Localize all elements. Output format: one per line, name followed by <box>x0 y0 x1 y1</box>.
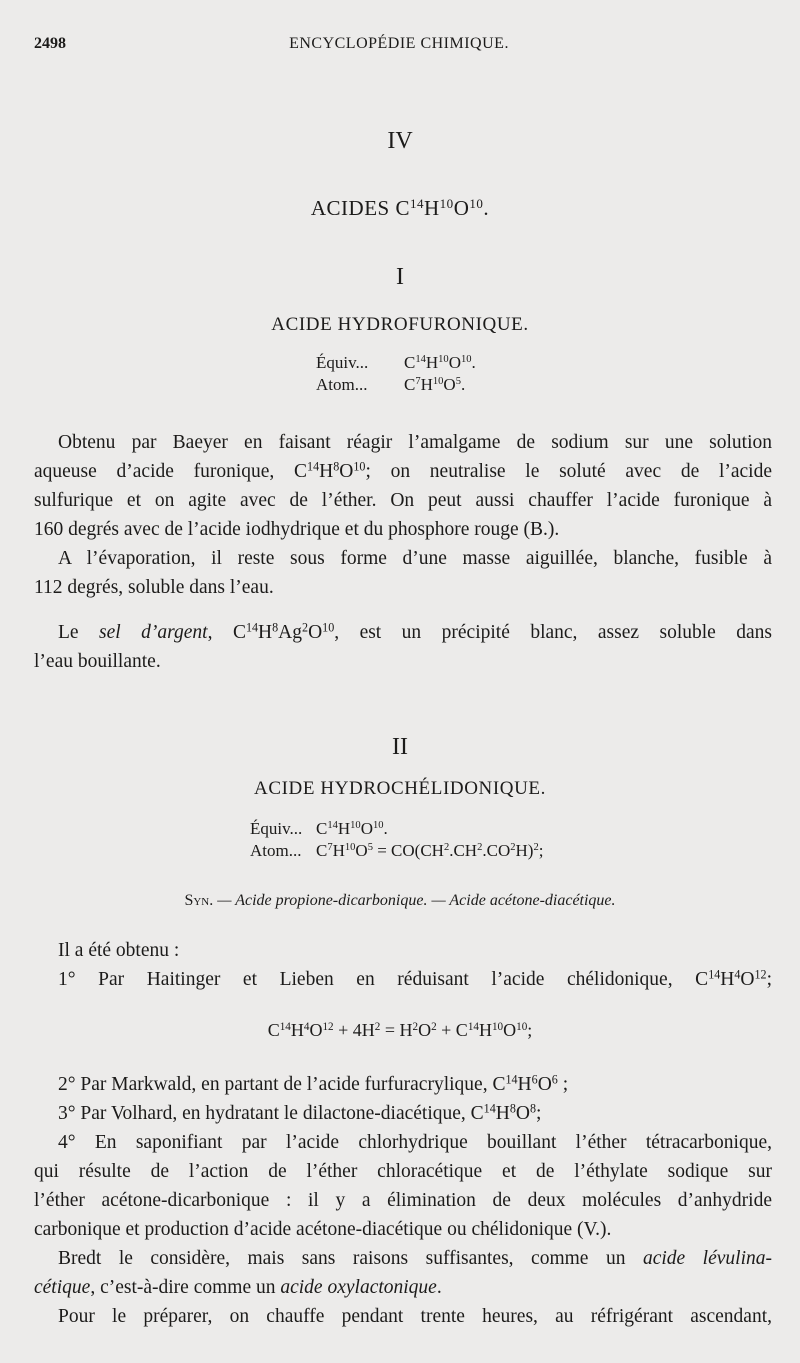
subsection-number-2: II <box>392 734 408 760</box>
paragraph-methods: 2° Par Markwald, en partant de l’acide furfuracrylique, $C^{14}H^6O^6$ ; 3° Par Volhard, en hydratant le dilactone-diacétique, $C^{14}H^8O^8$; 4° En saponifiant par l’acide chlorhydrique bouillant l’éther tétracarbonique, qui résulte de l’action de l’éther chloracétique et de l’éthylate sodique sur l’éther acétone-dicarbonique : il y a élimination de deux molécules d’anhydride carbonique et production d’acide acétone-diacétique ou chélidonique (V.). Bredt le considère, mais sans raisons suffisantes, comme un acide lévulina- cétique, c’est-à-dire comme un acide oxylactonique. Pour le préparer, on chauffe pendant trente heures, au réfrigérant ascendant, <box>34 1072 772 1327</box>
acid-name-hydrochelidonique: ACIDE HYDROCHÉLIDONIQUE. <box>254 778 546 799</box>
running-title: ENCYCLOPÉDIE CHIMIQUE. <box>289 35 509 52</box>
formula-block-1: Équiv... $C^{14}H^{10}O^{10}$. Atom... $C^7H^{10}O^5$. <box>316 353 476 394</box>
page-number: 2498 <box>34 35 66 52</box>
acid-name-hydrofuronique: ACIDE HYDROFURONIQUE. <box>271 314 529 335</box>
paragraph-obtention: Il a été obtenu : 1° Par Haitinger et Lieben en réduisant l’acide chélidonique, $C^{14}H^4O^{12}$; <box>58 940 772 990</box>
synonyms-line: Syn. — Acide propione-dicarbonique. — Acide acétone-diacétique. <box>184 892 616 909</box>
reaction-equation: $C^{14}H^4O^{12} + 4H^2 = H^2O^2 + C^{14}H^{10}O^{10}$; <box>267 1020 533 1040</box>
paragraph-silver-salt: Le sel d’argent, $C^{14}H^8Ag^2O^{10}$, est un précipité blanc, assez soluble dans l’eau bouillante. <box>34 620 773 672</box>
running-header <box>34 35 764 57</box>
section-number: IV <box>387 128 413 154</box>
formula-block-2: Équiv... $C^{14}H^{10}O^{10}$. Atom... $C^7H^{10}O^5 = CO(CH^2.CH^2.CO^2H)^2$; <box>250 819 544 860</box>
paragraph-preparation: Obtenu par Baeyer en faisant réagir l’amalgame de sodium sur une solution aqueuse d’acide furonique, $C^{14}H^8O^{10}$; on neutralise le soluté avec de l’acide sulfurique et on agite avec de l’éther. On peut aussi chauffer l’acide furonique à 160 degrés avec de l’acide iodhydrique et du phosphore rouge (B.). A l’évaporation, il reste sous forme d’une masse aiguillée, blanche, fusible à 112 degrés, soluble dans l’eau. <box>34 432 772 598</box>
subsection-number-1: I <box>396 264 404 290</box>
section-title: ACIDES $C^{14}H^{10}O^{10}$. <box>310 195 490 220</box>
